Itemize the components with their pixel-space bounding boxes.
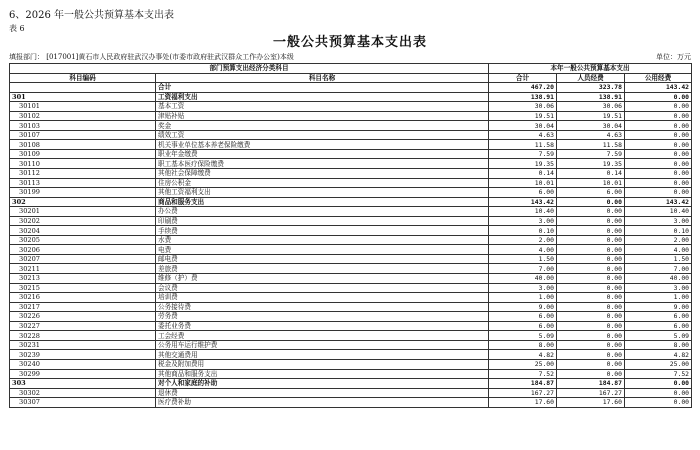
row-name: 工会经费 [156, 331, 489, 341]
row-public: 0.10 [625, 226, 692, 236]
total-row-personnel: 323.78 [557, 83, 625, 93]
row-code: 30211 [10, 264, 156, 274]
row-code: 30302 [10, 388, 156, 398]
row-total: 0.10 [489, 226, 557, 236]
row-code: 302 [10, 197, 156, 207]
column-header-total: 合计 [489, 73, 557, 83]
table-row [10, 130, 692, 140]
filing-unit-label: 填报部门： [017001]黄石市人民政府驻武汉办事处(市委市政府驻武汉群众工作办公室)本级 [9, 53, 294, 61]
table-row [10, 92, 692, 102]
row-public: 0.00 [625, 398, 692, 408]
row-total: 8.00 [489, 340, 557, 350]
row-code: 30299 [10, 369, 156, 379]
row-code: 30201 [10, 207, 156, 217]
group-header-classification: 部门预算支出经济分类科目 [10, 64, 489, 74]
table-group-header-row [10, 64, 692, 74]
row-total: 143.42 [489, 197, 557, 207]
column-header-code: 科目编码 [10, 73, 156, 83]
row-name: 奖金 [156, 121, 489, 131]
table-row [10, 207, 692, 217]
row-name: 办公费 [156, 207, 489, 217]
row-name: 商品和服务支出 [156, 197, 489, 207]
row-total: 167.27 [489, 388, 557, 398]
row-total: 10.40 [489, 207, 557, 217]
table-row [10, 226, 692, 236]
row-personnel: 0.00 [557, 359, 625, 369]
row-name: 差旅费 [156, 264, 489, 274]
row-name: 公务接待费 [156, 302, 489, 312]
row-code: 30202 [10, 216, 156, 226]
table-row [10, 159, 692, 169]
row-public: 0.00 [625, 388, 692, 398]
row-name: 其他交通费用 [156, 350, 489, 360]
row-code: 30113 [10, 178, 156, 188]
row-total: 6.00 [489, 188, 557, 198]
row-public: 0.00 [625, 130, 692, 140]
table-row [10, 359, 692, 369]
row-personnel: 0.00 [557, 293, 625, 303]
row-code: 303 [10, 379, 156, 389]
row-personnel: 0.00 [557, 321, 625, 331]
row-public: 0.00 [625, 169, 692, 179]
row-public: 40.00 [625, 274, 692, 284]
row-public: 6.00 [625, 312, 692, 322]
row-code: 30213 [10, 274, 156, 284]
row-personnel: 0.00 [557, 197, 625, 207]
row-code: 30217 [10, 302, 156, 312]
table-row [10, 331, 692, 341]
row-code: 30110 [10, 159, 156, 169]
row-total: 0.14 [489, 169, 557, 179]
row-code: 30228 [10, 331, 156, 341]
table-row [10, 216, 692, 226]
row-code: 30109 [10, 149, 156, 159]
row-name: 职工基本医疗保险缴费 [156, 159, 489, 169]
row-personnel: 0.00 [557, 283, 625, 293]
row-public: 0.00 [625, 121, 692, 131]
column-header-name: 科目名称 [156, 73, 489, 83]
row-public: 0.00 [625, 379, 692, 389]
row-name: 印刷费 [156, 216, 489, 226]
row-name: 公务用车运行维护费 [156, 340, 489, 350]
row-code: 30206 [10, 245, 156, 255]
table-row [10, 274, 692, 284]
row-code: 30199 [10, 188, 156, 198]
group-header-basic-expenditure: 本年一般公共预算基本支出 [489, 64, 692, 74]
row-public: 3.00 [625, 216, 692, 226]
row-name: 其他商品和服务支出 [156, 369, 489, 379]
table-row [10, 398, 692, 408]
row-personnel: 4.63 [557, 130, 625, 140]
row-public: 2.00 [625, 235, 692, 245]
row-name: 维修（护）费 [156, 274, 489, 284]
table-row [10, 369, 692, 379]
row-public: 8.00 [625, 340, 692, 350]
row-total: 19.35 [489, 159, 557, 169]
row-total: 3.00 [489, 283, 557, 293]
row-name: 职业年金缴费 [156, 149, 489, 159]
row-name: 机关事业单位基本养老保险缴费 [156, 140, 489, 150]
table-column-header-row [10, 73, 692, 83]
row-personnel: 0.00 [557, 245, 625, 255]
row-personnel: 6.00 [557, 188, 625, 198]
row-personnel: 0.00 [557, 302, 625, 312]
row-total: 25.00 [489, 359, 557, 369]
row-code: 30239 [10, 350, 156, 360]
row-total: 5.09 [489, 331, 557, 341]
row-personnel: 184.87 [557, 379, 625, 389]
row-personnel: 0.00 [557, 369, 625, 379]
table-row [10, 140, 692, 150]
row-code: 30215 [10, 283, 156, 293]
row-code: 30102 [10, 111, 156, 121]
row-total: 30.06 [489, 102, 557, 112]
row-personnel: 0.00 [557, 312, 625, 322]
row-name: 基本工资 [156, 102, 489, 112]
row-total: 4.82 [489, 350, 557, 360]
row-total: 138.91 [489, 92, 557, 102]
row-public: 0.00 [625, 140, 692, 150]
row-public: 0.00 [625, 149, 692, 159]
table-row [10, 379, 692, 389]
row-code: 30112 [10, 169, 156, 179]
table-row [10, 340, 692, 350]
row-personnel: 7.59 [557, 149, 625, 159]
table-body [10, 83, 692, 408]
total-row-label: 合计 [156, 83, 489, 93]
total-row-total: 467.20 [489, 83, 557, 93]
row-code: 30231 [10, 340, 156, 350]
row-public: 7.52 [625, 369, 692, 379]
row-code: 30216 [10, 293, 156, 303]
row-name: 退休费 [156, 388, 489, 398]
row-public: 0.00 [625, 178, 692, 188]
row-public: 0.00 [625, 92, 692, 102]
row-total: 184.87 [489, 379, 557, 389]
row-code: 30227 [10, 321, 156, 331]
row-total: 17.60 [489, 398, 557, 408]
column-header-personnel: 人员经费 [557, 73, 625, 83]
row-name: 手续费 [156, 226, 489, 236]
row-name: 邮电费 [156, 254, 489, 264]
table-row [10, 149, 692, 159]
row-public: 0.00 [625, 111, 692, 121]
row-total: 9.00 [489, 302, 557, 312]
row-name: 税金及附加费用 [156, 359, 489, 369]
table-row [10, 245, 692, 255]
row-total: 10.01 [489, 178, 557, 188]
table-number: 表 6 [9, 24, 25, 33]
row-total: 3.00 [489, 216, 557, 226]
row-code: 30307 [10, 398, 156, 408]
row-personnel: 0.00 [557, 340, 625, 350]
table-row [10, 293, 692, 303]
row-public: 0.00 [625, 102, 692, 112]
row-total: 6.00 [489, 312, 557, 322]
row-public: 1.50 [625, 254, 692, 264]
row-public: 0.00 [625, 188, 692, 198]
row-public: 4.00 [625, 245, 692, 255]
row-code: 30108 [10, 140, 156, 150]
row-public: 0.00 [625, 159, 692, 169]
row-public: 6.00 [625, 321, 692, 331]
row-personnel: 0.00 [557, 226, 625, 236]
row-total: 7.00 [489, 264, 557, 274]
row-total: 11.58 [489, 140, 557, 150]
row-personnel: 30.04 [557, 121, 625, 131]
row-name: 其他社会保障缴费 [156, 169, 489, 179]
row-total: 2.00 [489, 235, 557, 245]
row-total: 4.63 [489, 130, 557, 140]
row-name: 医疗费补助 [156, 398, 489, 408]
row-personnel: 0.00 [557, 254, 625, 264]
row-code: 30205 [10, 235, 156, 245]
row-total: 7.59 [489, 149, 557, 159]
document-heading: 6、2026 年一般公共预算基本支出表 [9, 10, 174, 21]
table-row [10, 178, 692, 188]
row-personnel: 0.14 [557, 169, 625, 179]
page-title: 一般公共预算基本支出表 [272, 35, 427, 50]
row-public: 3.00 [625, 283, 692, 293]
row-personnel: 0.00 [557, 350, 625, 360]
row-total: 30.04 [489, 121, 557, 131]
row-total: 1.50 [489, 254, 557, 264]
table-row [10, 197, 692, 207]
row-personnel: 0.00 [557, 331, 625, 341]
row-name: 委托业务费 [156, 321, 489, 331]
column-header-public: 公用经费 [625, 73, 692, 83]
row-public: 7.00 [625, 264, 692, 274]
row-personnel: 10.01 [557, 178, 625, 188]
table-row [10, 302, 692, 312]
row-personnel: 19.51 [557, 111, 625, 121]
row-total: 7.52 [489, 369, 557, 379]
row-code: 30207 [10, 254, 156, 264]
table-row [10, 111, 692, 121]
table-row [10, 312, 692, 322]
row-total: 40.00 [489, 274, 557, 284]
row-name: 其他工资福利支出 [156, 188, 489, 198]
row-personnel: 0.00 [557, 235, 625, 245]
table-row [10, 169, 692, 179]
row-personnel: 167.27 [557, 388, 625, 398]
row-code: 30226 [10, 312, 156, 322]
row-public: 5.09 [625, 331, 692, 341]
row-name: 津贴补贴 [156, 111, 489, 121]
total-row [10, 83, 692, 93]
row-public: 25.00 [625, 359, 692, 369]
row-name: 培训费 [156, 293, 489, 303]
row-personnel: 11.58 [557, 140, 625, 150]
row-personnel: 138.91 [557, 92, 625, 102]
row-name: 对个人和家庭的补助 [156, 379, 489, 389]
row-name: 劳务费 [156, 312, 489, 322]
row-name: 会议费 [156, 283, 489, 293]
table-row [10, 283, 692, 293]
row-code: 301 [10, 92, 156, 102]
table-row [10, 350, 692, 360]
table-row [10, 388, 692, 398]
row-personnel: 0.00 [557, 216, 625, 226]
row-personnel: 30.06 [557, 102, 625, 112]
table-row [10, 254, 692, 264]
table-row [10, 235, 692, 245]
row-total: 4.00 [489, 245, 557, 255]
row-name: 住房公积金 [156, 178, 489, 188]
row-public: 143.42 [625, 197, 692, 207]
row-total: 6.00 [489, 321, 557, 331]
row-name: 电费 [156, 245, 489, 255]
table-row [10, 264, 692, 274]
currency-unit-label: 单位：万元 [656, 53, 691, 61]
row-code: 30107 [10, 130, 156, 140]
table-row [10, 121, 692, 131]
row-public: 1.00 [625, 293, 692, 303]
row-personnel: 17.60 [557, 398, 625, 408]
table-row [10, 321, 692, 331]
row-public: 4.82 [625, 350, 692, 360]
row-code: 30101 [10, 102, 156, 112]
row-name: 水费 [156, 235, 489, 245]
expenditure-table [9, 63, 692, 408]
row-total: 1.00 [489, 293, 557, 303]
row-total: 19.51 [489, 111, 557, 121]
row-name: 工资福利支出 [156, 92, 489, 102]
row-name: 绩效工资 [156, 130, 489, 140]
total-row-public: 143.42 [625, 83, 692, 93]
total-row-code [10, 83, 156, 93]
row-code: 30204 [10, 226, 156, 236]
row-public: 9.00 [625, 302, 692, 312]
row-personnel: 0.00 [557, 207, 625, 217]
row-public: 10.40 [625, 207, 692, 217]
table-row [10, 102, 692, 112]
row-code: 30103 [10, 121, 156, 131]
row-personnel: 0.00 [557, 264, 625, 274]
row-code: 30240 [10, 359, 156, 369]
table-row [10, 188, 692, 198]
row-personnel: 19.35 [557, 159, 625, 169]
row-personnel: 0.00 [557, 274, 625, 284]
